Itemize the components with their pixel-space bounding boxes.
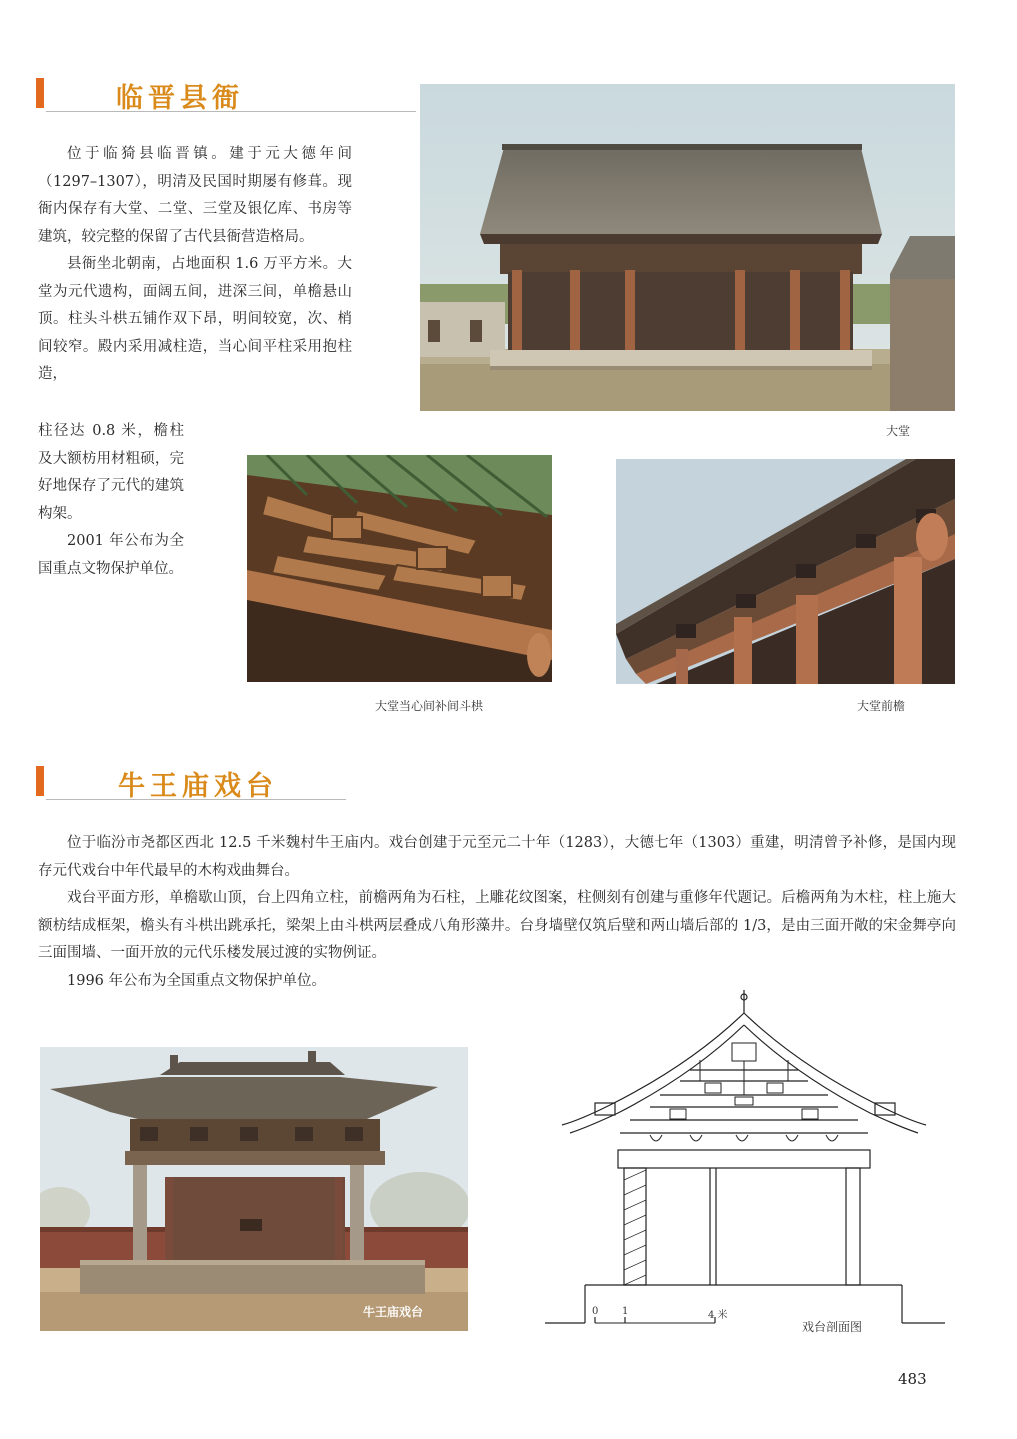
paragraph: 位于临猗县临晋镇。建于元大德年间（1297–1307），明清及民国时期屡有修葺。现衙内保存有大堂、二堂、三堂及银亿库、书房等建筑，较完整的保留了古代县衙营造格局。 [38,146,352,245]
scale-label-0: 0 [592,1306,599,1317]
paragraph: 2001 年公布为全国重点文物保护单位。 [38,533,184,577]
photo-front-eave [616,459,955,684]
paragraph: 县衙坐北朝南，占地面积 1.6 万平方米。大堂为元代遗构，面阔五间，进深三间，单檐悬山顶。柱头斗栱五铺作双下昂，明间较宽，次、梢间较窄。殿内采用减柱造，当心间平柱采用抱柱造， [38,256,352,382]
paragraph: 戏台平面方形，单檐歇山顶，台上四角立柱，前檐两角为石柱，上雕花纹图案，柱侧刻有创建与重修年代题记。后檐两角为木柱，柱上施大额枋结成框架，檐头有斗栱出跳承托，梁架上由斗栱两层叠成八角形藻井。台身墙壁仅筑后壁和两山墙后部的 1/3，是由三面开敞的宋金舞亭向三面围墙、一面开放的元代乐楼发展过渡的实物例证。 [38,890,956,961]
section-title: 临晋县衙 [116,83,244,114]
section2-body [38,830,956,995]
paragraph-continued: 柱径达 0.8 米，檐柱及大额枋用材粗硕，完好地保存了元代的建筑构架。 [38,423,184,522]
paragraph: 位于临汾市尧都区西北 12.5 千米魏村牛王庙内。戏台创建于元至元二十年（1283），大德七年（1303）重建，明清曾予补修，是国内现存元代戏台中年代最早的木构戏曲舞台。 [38,835,956,879]
photo-bracket-set [247,455,552,682]
heading-accent-bar [36,78,44,108]
drawing-stage-section [540,985,950,1330]
heading-accent-bar [36,766,44,796]
caption-main-hall: 大堂 [886,424,911,438]
section-title: 牛王庙戏台 [118,771,278,802]
section-heading-lingjin [36,76,416,112]
paragraph: 1996 年公布为全国重点文物保护单位。 [67,972,327,989]
scale-label-4: 4 米 [708,1310,728,1321]
caption-bracket-set: 大堂当心间补间斗栱 [375,699,484,713]
scale-label-1: 1 [622,1306,629,1317]
section1-body [38,141,352,389]
section1-body-narrow [38,418,184,583]
section-heading-niuwang [36,764,356,800]
caption-front-eave: 大堂前檐 [857,699,906,713]
photo-opera-stage [40,1047,468,1331]
caption-opera-stage: 牛王庙戏台 [363,1305,424,1319]
photo-main-hall [420,84,955,411]
caption-stage-section: 戏台剖面图 [802,1320,863,1334]
page-number: 483 [898,1370,927,1388]
